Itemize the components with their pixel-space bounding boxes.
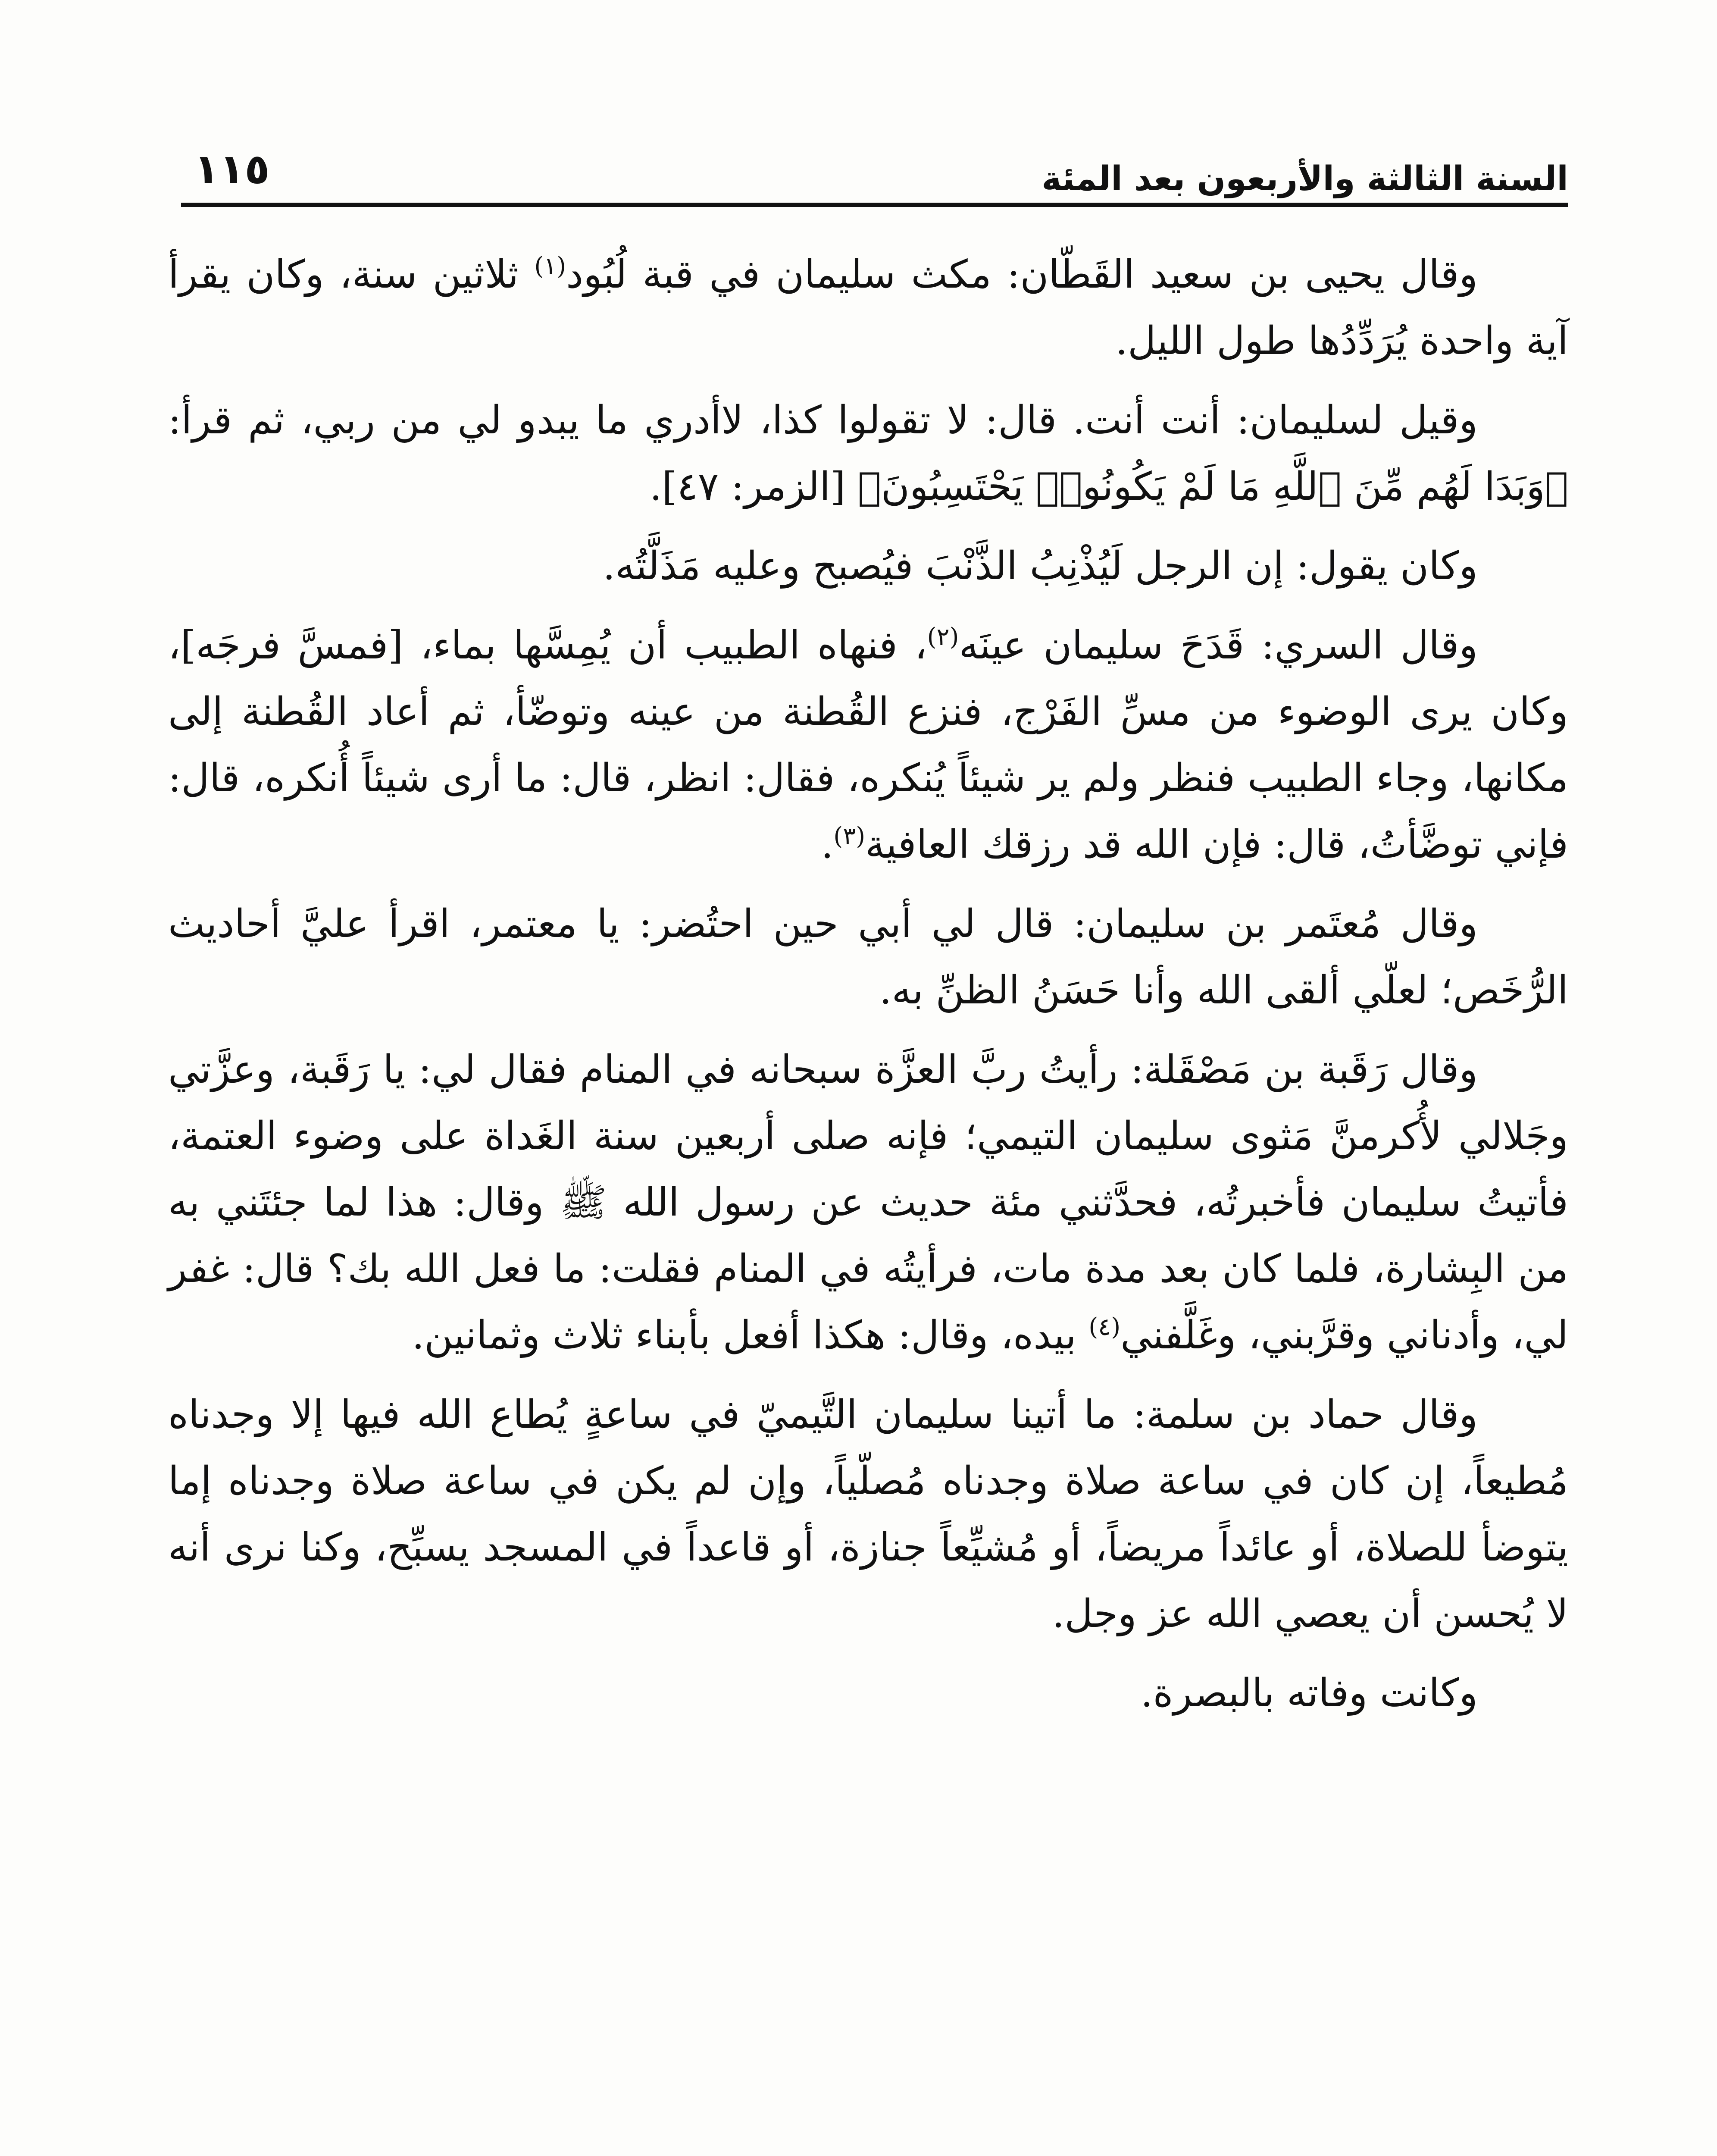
page-header <box>181 142 1568 207</box>
paragraph <box>168 891 1568 1024</box>
footnote-reference: (٣) <box>833 822 866 850</box>
paragraph <box>168 1382 1568 1647</box>
footnote-reference: (٤) <box>1088 1313 1121 1341</box>
page-number: ١١٥ <box>194 145 270 193</box>
footnote-reference: (١) <box>534 252 566 280</box>
paragraph <box>168 533 1568 599</box>
header-rule <box>181 203 1568 207</box>
paragraph-text: وقال حماد بن سلمة: ما أتينا سليمان التَّيميّ في ساعةٍ يُطاع الله فيها إلا وجدناه مُطيعاً، إن كان في ساعة صلاة وجدناه مُصلّياً، وإن لم يكن في ساعة صلاة وجدناه إما يتوضأ للصلاة، أو عائداً مريضاً، أو مُشيِّعاً جنازة، أو قاعداً في المسجد يسبِّح، وكنا نرى أنه لا يُحسن أن يعصي الله عز وجل. <box>168 1392 1568 1636</box>
paragraph-text: وكان يقول: إن الرجل لَيُذْنِبُ الذَّنْبَ فيُصبح وعليه مَذَلَّتُه. <box>603 543 1478 589</box>
paragraph-text: وقيل لسليمان: أنت أنت. قال: لا تقولوا كذا، لاأدري ما يبدو لي من ربي، ثم قرأ: ﴿وَبَدَا لَهُم مِّنَ ٱللَّهِ مَا لَمْ يَكُونُوا۟ يَحْتَسِبُونَ﴾ [الزمر: ٤٧]. <box>168 398 1568 509</box>
paragraph-text: وقال مُعتَمر بن سليمان: قال لي أبي حين احتُضر: يا معتمر، اقرأ عليَّ أحاديث الرُّخَص؛ لعلّي ألقى الله وأنا حَسَنُ الظنِّ به. <box>168 901 1568 1013</box>
main-text <box>168 241 1568 1739</box>
paragraph-text: وقال يحيى بن سعيد القَطّان: مكث سليمان في قبة لُبُود <box>566 252 1478 297</box>
paragraph <box>168 1037 1568 1369</box>
paragraph-text: وكانت وفاته بالبصرة. <box>1140 1670 1478 1716</box>
footnote-reference: (٢) <box>927 623 959 651</box>
running-title: السنة الثالثة والأربعون بعد المئة <box>1041 160 1568 198</box>
paragraph <box>168 1660 1568 1727</box>
paragraph-text: . <box>821 822 834 867</box>
paragraph-text: وقال رَقَبة بن مَصْقَلة: رأيتُ ربَّ العزَّة سبحانه في المنام فقال لي: يا رَقَبة، وعزَّتي وجَلالي لأُكرمنَّ مَثوى سليمان التيمي؛ فإنه صلى أربعين سنة الغَداة على وضوء العتمة، فأتيتُ سليمان فأخبرتُه، فحدَّثني مئة حديث عن رسول الله ﷺ وقال: هذا لما جئتَني به من البِشارة، فلما كان بعد مدة مات، فرأيتُه في المنام فقلت: ما فعل الله بك؟ قال: غفر لي، وأدناني وقرَّبني، وغَلَّفني <box>168 1047 1568 1358</box>
paragraph <box>168 387 1568 520</box>
paragraph-text: وقال السري: قَدَحَ سليمان عينَه <box>959 623 1478 668</box>
paragraph-text: بيده، وقال: هكذا أفعل بأبناء ثلاث وثمانين. <box>412 1313 1089 1358</box>
paragraph-text: ثلاثين سنة، وكان يقرأ آية واحدة يُرَدِّدُها طول الليل. <box>168 252 1568 364</box>
paragraph-text: ، فنهاه الطبيب أن يُمِسَّها بماء، [فمسَّ فرجَه]، وكان يرى الوضوء من مسِّ الفَرْج، فنزع القُطنة من عينه وتوضّأ، ثم أعاد القُطنة إلى مكانها، وجاء الطبيب فنظر ولم ير شيئاً يُنكره، فقال: انظر، قال: ما أرى شيئاً أُنكره، قال: فإني توضَّأتُ، قال: فإن الله قد رزقك العافية <box>168 623 1568 867</box>
paragraph <box>168 241 1568 374</box>
paragraph <box>168 612 1568 878</box>
